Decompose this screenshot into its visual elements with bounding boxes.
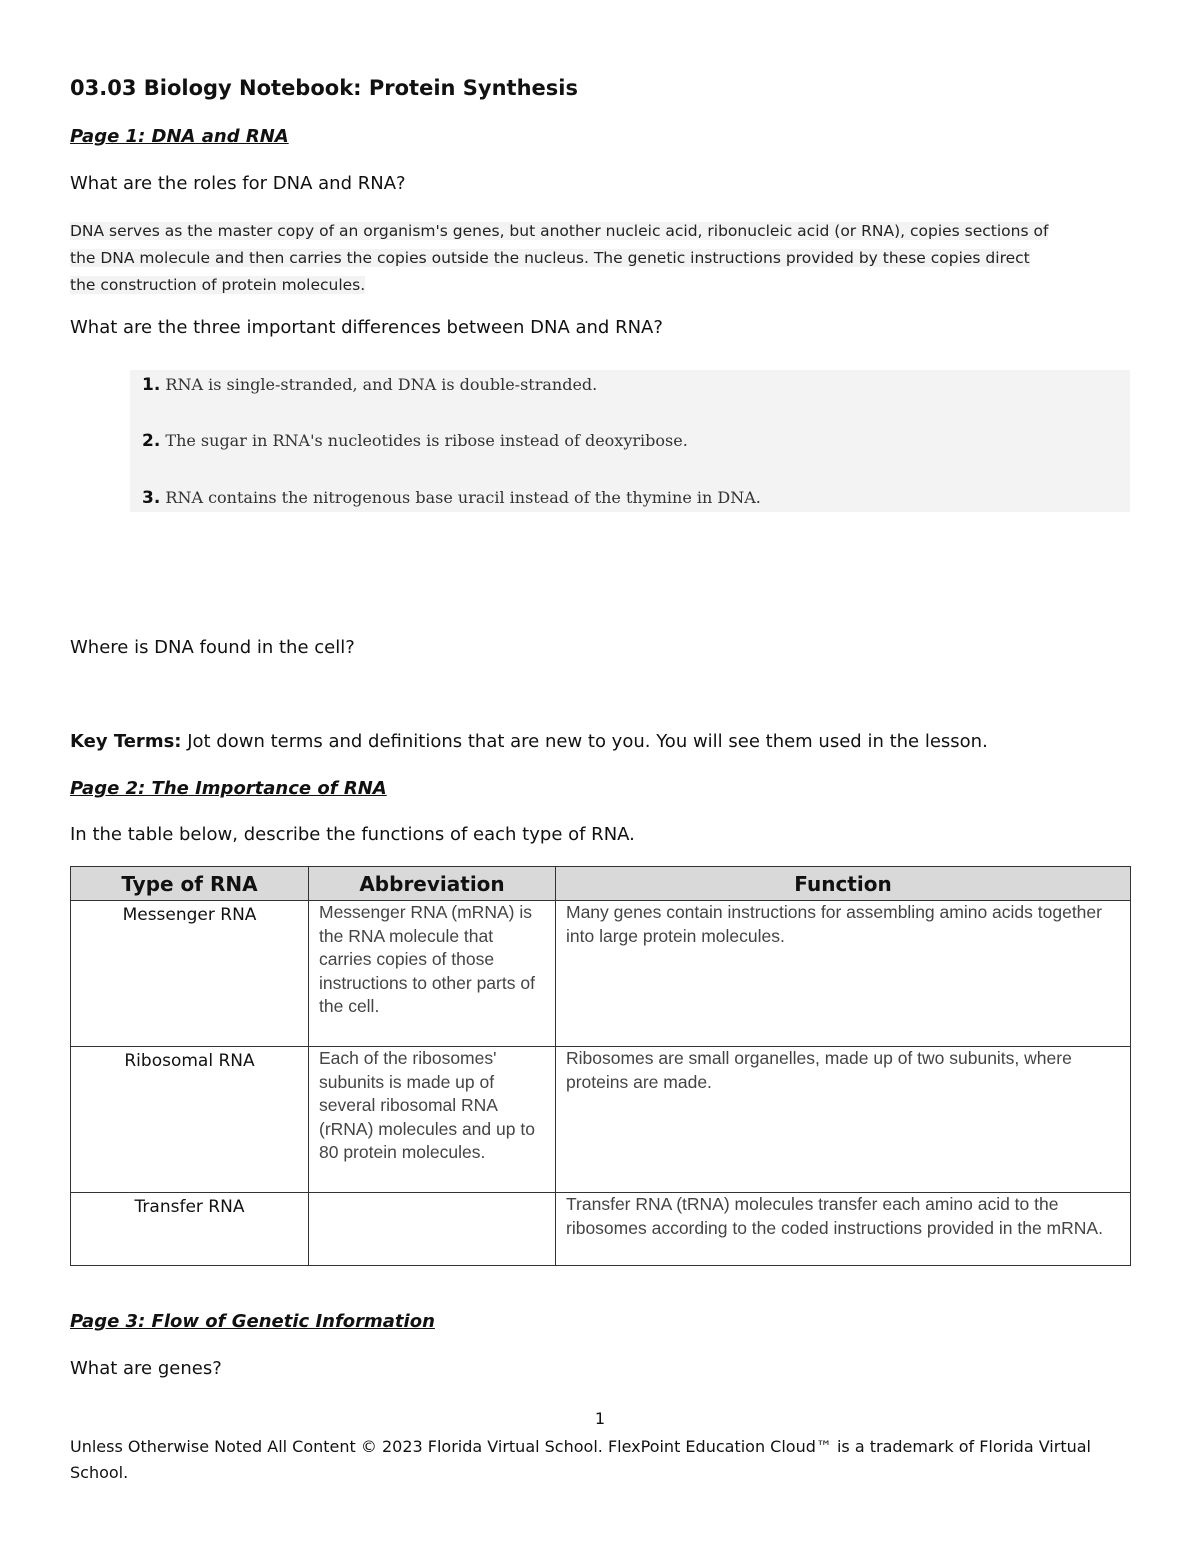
differences-answer-box: [130, 370, 1130, 512]
question-genes: What are genes?: [70, 1358, 222, 1379]
page2-heading: Page 2: The Importance of RNA: [70, 778, 387, 799]
header-function: Function: [556, 867, 1131, 901]
cell-abbreviation[interactable]: Each of the ribosomes' subunits is made up of several ribosomal RNA (rRNA) molecules and up to 80 protein molecules.: [309, 1047, 556, 1193]
cell-type: Ribosomal RNA: [71, 1047, 309, 1193]
document-title: 03.03 Biology Notebook: Protein Synthesis: [70, 76, 578, 100]
page1-heading: Page 1: DNA and RNA: [70, 126, 289, 147]
answer-roles-line-1: DNA serves as the master copy of an organism's genes, but another nucleic acid, ribonucleic acid (or RNA), copies sections of: [70, 222, 1049, 240]
copyright-footer: Unless Otherwise Noted All Content © 2023 Florida Virtual School. FlexPoint Education Cloud™ is a trademark of Florida Virtual School.: [70, 1437, 1091, 1482]
question-differences: What are the three important differences between DNA and RNA?: [70, 317, 663, 338]
table-header-row: [71, 867, 1131, 901]
table-row: [71, 1193, 1131, 1266]
difference-item: [142, 431, 688, 451]
table-row: [71, 901, 1131, 1047]
difference-text: The sugar in RNA's nucleotides is ribose instead of deoxyribose.: [165, 431, 688, 450]
answer-roles-line-2: the DNA molecule and then carries the copies outside the nucleus. The genetic instructions provided by these copies direct: [70, 249, 1030, 267]
answer-roles: [70, 218, 1130, 299]
difference-text: RNA contains the nitrogenous base uracil instead of the thymine in DNA.: [165, 488, 761, 507]
page3-heading: Page 3: Flow of Genetic Information: [70, 1311, 435, 1332]
key-terms-label: Key Terms:: [70, 731, 182, 752]
cell-abbreviation[interactable]: Messenger RNA (mRNA) is the RNA molecule that carries copies of those instructions to other parts of the cell.: [309, 901, 556, 1047]
key-terms-text: Jot down terms and definitions that are new to you. You will see them used in the lesson.: [181, 731, 988, 752]
difference-number: 3.: [142, 488, 161, 508]
difference-item: [142, 375, 597, 395]
difference-item: [142, 488, 761, 508]
question-roles: What are the roles for DNA and RNA?: [70, 173, 406, 194]
difference-number: 1.: [142, 375, 161, 395]
table-instruction: In the table below, describe the functions of each type of RNA.: [70, 824, 635, 845]
cell-function[interactable]: Many genes contain instructions for assembling amino acids together into large protein molecules.: [556, 901, 1131, 1047]
key-terms: [70, 731, 988, 752]
rna-types-table: [70, 866, 1131, 1266]
difference-number: 2.: [142, 431, 161, 451]
page-number: 1: [594, 1409, 606, 1428]
cell-type: Messenger RNA: [71, 901, 309, 1047]
cell-function[interactable]: Ribosomes are small organelles, made up of two subunits, where proteins are made.: [556, 1047, 1131, 1193]
difference-text: RNA is single-stranded, and DNA is double-stranded.: [165, 375, 598, 394]
cell-function[interactable]: Transfer RNA (tRNA) molecules transfer each amino acid to the ribosomes according to the coded instructions provided in the mRNA.: [556, 1193, 1131, 1266]
cell-type: Transfer RNA: [71, 1193, 309, 1266]
cell-abbreviation[interactable]: [309, 1193, 556, 1266]
header-type-of-rna: Type of RNA: [71, 867, 309, 901]
header-abbreviation: Abbreviation: [309, 867, 556, 901]
table-row: [71, 1047, 1131, 1193]
question-dna-location: Where is DNA found in the cell?: [70, 637, 355, 658]
answer-roles-line-3: the construction of protein molecules.: [70, 276, 366, 294]
